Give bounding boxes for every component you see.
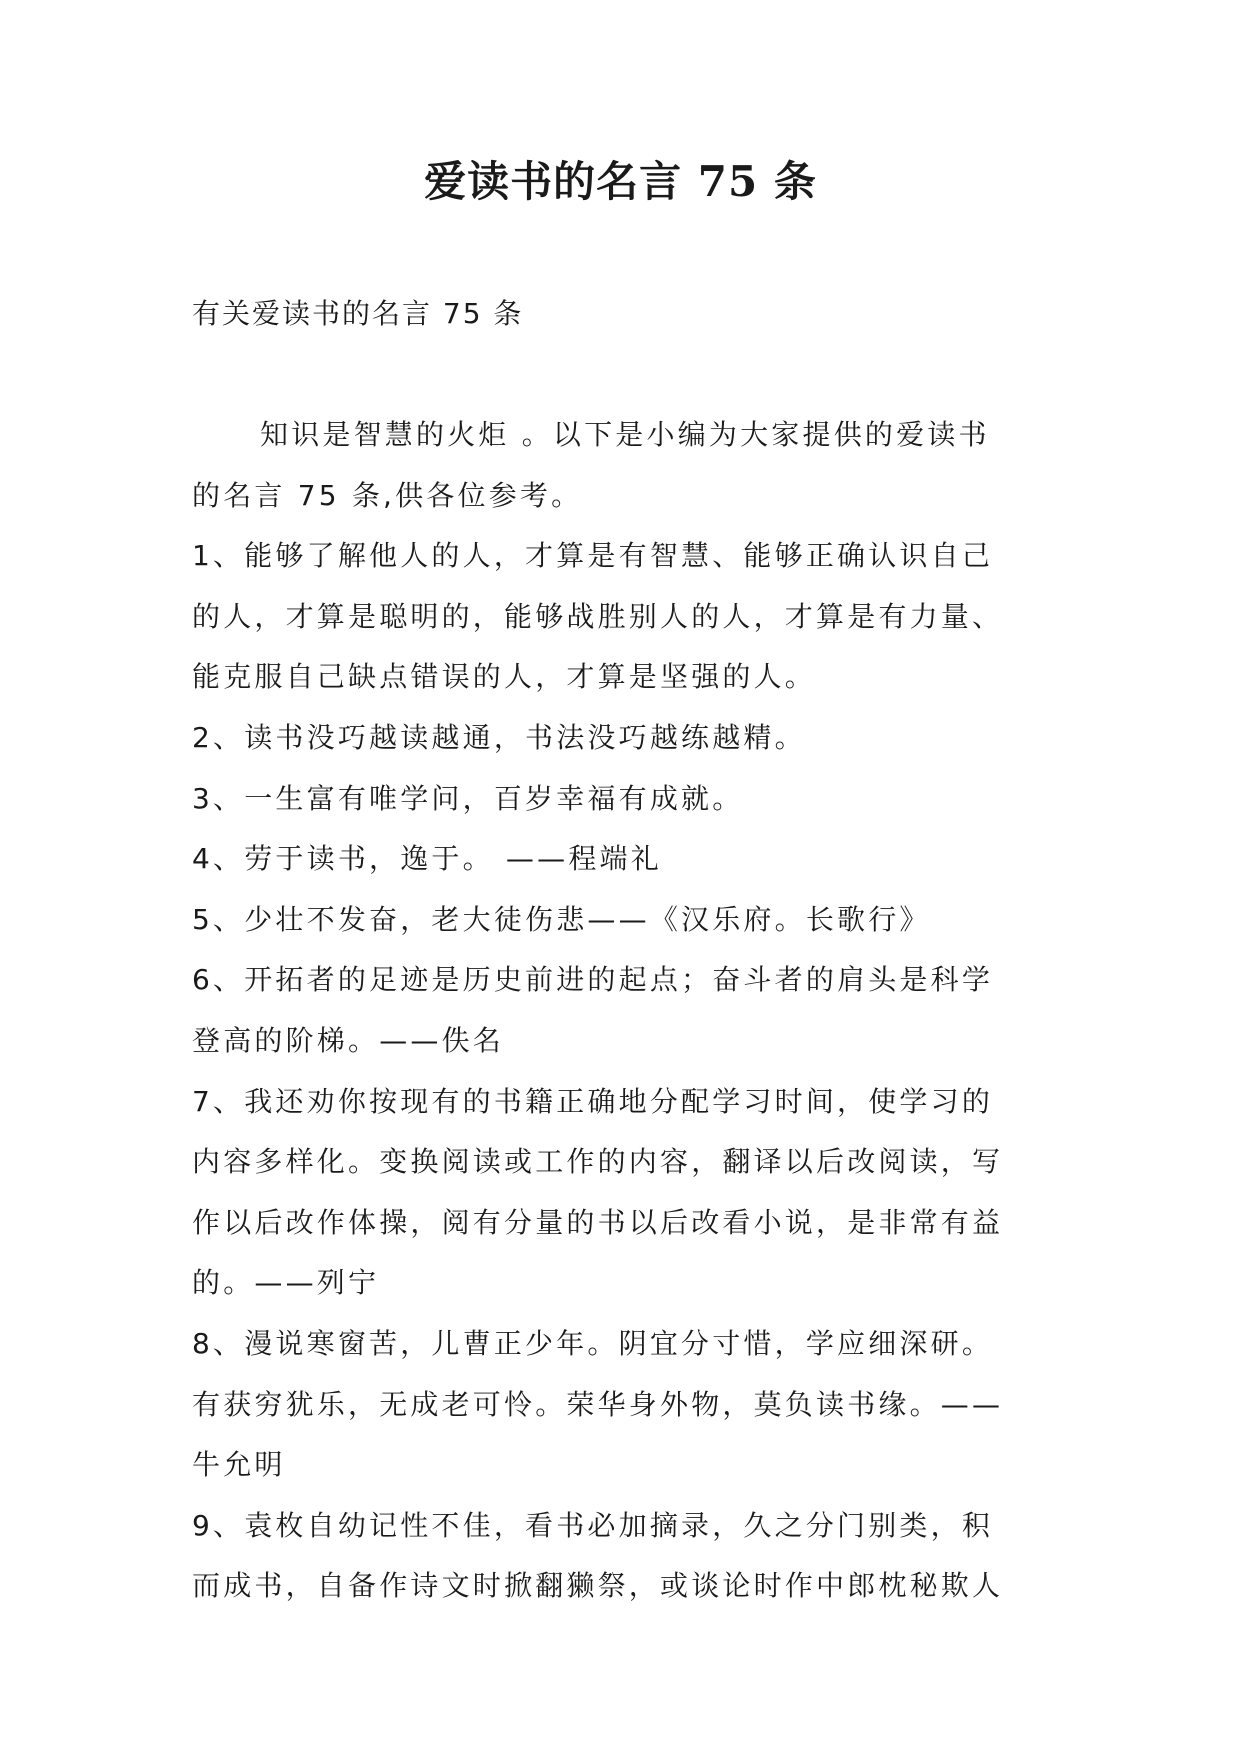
intro-line: 的名言 75 条,供各位参考。: [192, 478, 583, 512]
quote-line: 5、少壮不发奋，老大徒伤悲——《汉乐府。长歌行》: [192, 902, 931, 936]
quote-line: 3、一生富有唯学问，百岁幸福有成就。: [192, 781, 744, 815]
document-title: 爱读书的名言 75 条: [424, 157, 817, 206]
quote-line: 牛允明: [192, 1448, 286, 1482]
document-body: [192, 405, 1052, 1617]
intro-line: 知识是智慧的火炬 。以下是小编为大家提供的爱读书: [260, 418, 990, 451]
quote-line: 7、我还劝你按现有的书籍正确地分配学习时间，使学习的: [192, 1084, 994, 1118]
quote-line: 能克服自己缺点错误的人，才算是坚强的人。: [192, 660, 817, 694]
document-subtitle: 有关爱读书的名言 75 条: [192, 297, 524, 330]
quote-line: 内容多样化。变换阅读或工作的内容，翻译以后改阅读，写: [192, 1145, 1004, 1179]
quote-line: 2、读书没巧越读越通，书法没巧越练越精。: [192, 720, 806, 754]
quote-line: 9、袁枚自幼记性不佳，看书必加摘录，久之分门别类，积: [192, 1508, 994, 1542]
quote-line: 作以后改作体操，阅有分量的书以后改看小说，是非常有益: [192, 1205, 1004, 1239]
quote-line: 而成书，自备作诗文时掀翻獭祭，或谈论时作中郎枕秘欺人: [192, 1569, 1004, 1603]
quote-line: 6、开拓者的足迹是历史前进的起点；奋斗者的肩头是科学: [192, 963, 994, 997]
quote-line: 的人，才算是聪明的，能够战胜别人的人，才算是有力量、: [192, 599, 1004, 633]
quote-line: 4、劳于读书，逸于。 ——程端礼: [192, 842, 662, 876]
quote-line: 1、能够了解他人的人，才算是有智慧、能够正确认识自己: [192, 539, 994, 573]
quote-line: 的。——列宁: [192, 1266, 380, 1300]
quote-line: 有获穷犹乐，无成老可怜。荣华身外物，莫负读书缘。——: [192, 1387, 1004, 1421]
quote-line: 登高的阶梯。——佚名: [192, 1023, 505, 1057]
quote-line: 8、漫说寒窗苦，儿曹正少年。阴宜分寸惜，学应细深研。: [192, 1326, 994, 1360]
